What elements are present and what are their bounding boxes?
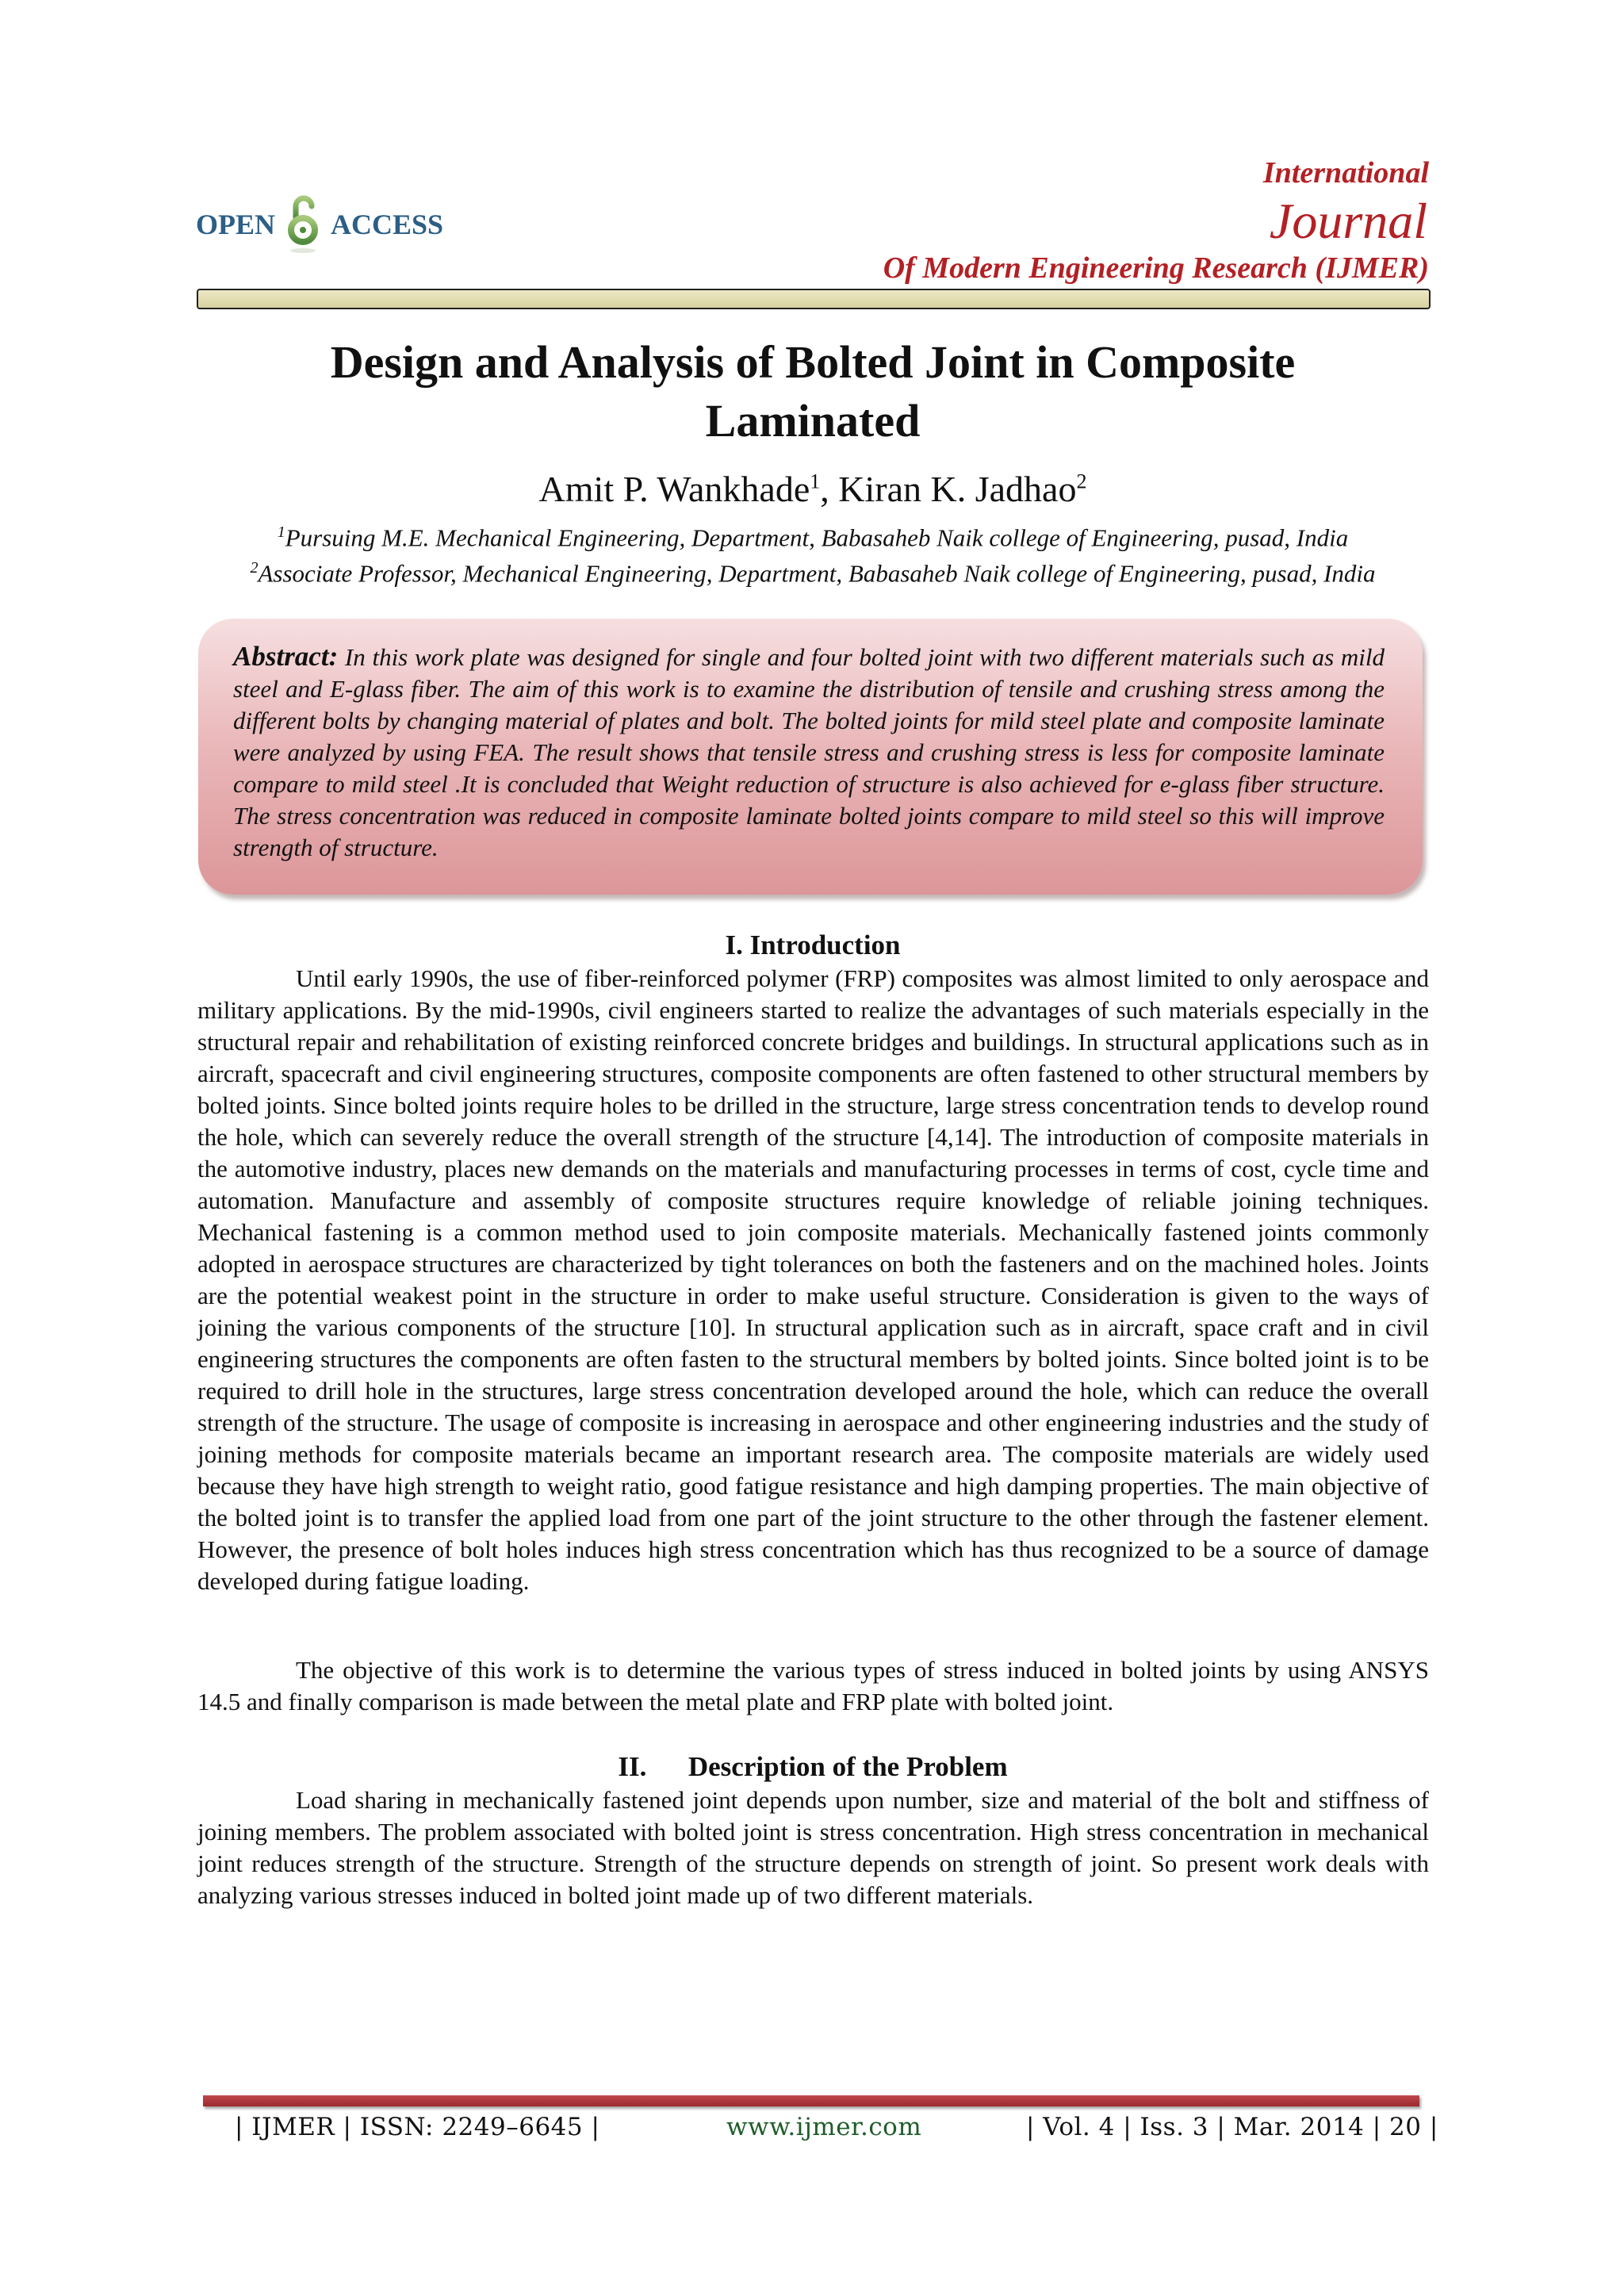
author-line (238, 468, 1388, 510)
body-paragraph: Load sharing in mechanically fastened joint depends upon number, size and material of the bolt and stiffness of joining members. The problem associated with bolted joint is stress concentration. High stress concentration in mechanical joint reduces strength of the structure. Strength of the structure depends on strength of joint. So present work deals with analyzing various stresses induced in bolted joint made up of two different materials. (197, 1786, 1429, 1909)
abstract-text (233, 641, 1385, 864)
abstract-label: Abstract: (233, 641, 339, 672)
abstract-body: In this work plate was designed for single and four bolted joint with two different materials such as mild steel and E-glass fiber. The aim of this work is to examine the distribution of tensile and crushing stress among the different bolts by changing material of plates and bolt. The bolted joints for mild steel plate and composite laminate were analyzed by using FEA. The result shows that tensile stress and crushing stress is less for composite laminate compare to mild steel .It is concluded that Weight reduction of structure is also achieved for e-glass fiber structure. The stress concentration was reduced in composite laminate bolted joints compare to mild steel so this will improve strength of structure. (233, 643, 1385, 861)
footer-divider-bar (203, 2095, 1419, 2106)
section-heading: II. Description of the Problem (618, 1751, 1008, 1782)
body-paragraph: Until early 1990s, the use of fiber-reinforced polymer (FRP) composites was almost limited to only aerospace and military applications. By the mid-1990s, civil engineers started to realize the advantages of such materials especially in the structural repair and rehabilitation of existing reinforced concrete bridges and buildings. In structural applications such as in aircraft, spacecraft and civil engineering structures, composite components are often fastened to other structural members by bolted joints. Since bolted joints require holes to be drilled in the structure, large stress concentration tends to develop round the hole, which can severely reduce the overall strength of the structure [4,14]. The introduction of composite materials in the automotive industry, places new demands on the materials and manufacturing processes in terms of cost, cycle time and automation. Manufacture and assembly of composite structures require knowledge of reliable joining techniques. Mechanical fastening is a common method used to join composite materials. Mechanically fastened joints commonly adopted in aerospace structures are characterized by tight tolerances on both the fasteners and on the machined holes. Joints are the potential weakest point in the structure in order to make useful structure. Consideration is given to the ways of joining the various components of the structure [10]. In structural application such as in aircraft, space craft and in civil engineering structures the components are often fasten to the structural members by bolted joints. Since bolted joint is to be required to drill hole in the structures, large stress concentration developed around the hole, which can reduce the overall strength of the structure. The usage of composite is increasing in aerospace and other engineering industries and the study of joining methods for composite materials became an important research area. The composite materials are widely used because they have high strength to weight ratio, good fatigue resistance and high damping properties. The main objective of the bolted joint is to transfer the applied load from one part of the joint structure to the other through the fastener element. However, the presence of bolt holes induces high stress concentration which has thus recognized to be a source of damage developed during fatigue loading. (197, 964, 1429, 1595)
paper-title: Design and Analysis of Bolted Joint in Composite Laminated (330, 336, 1296, 447)
section-heading: I. Introduction (725, 930, 901, 960)
footer-volume-info: | Vol. 4 | Iss. 3 | Mar. 2014 | 20 | (1026, 2113, 1438, 2141)
journal-name-line2: Journal (1269, 193, 1427, 249)
author-name: Amit P. Wankhade (538, 469, 810, 509)
affiliation-2 (198, 553, 1427, 588)
author-name: Kiran K. Jadhao (838, 469, 1077, 509)
affiliation-1 (198, 517, 1427, 553)
affiliation-superscript: 1 (277, 523, 285, 541)
open-access-right-text: ACCESS (331, 209, 444, 240)
open-access-left-text: OPEN (196, 209, 276, 240)
footer-issn: | IJMER | ISSN: 2249–6645 | (235, 2113, 600, 2141)
body-paragraph: The objective of this work is to determine the various types of stress induced in bolted joints by using ANSYS 14.5 and finally comparison is made between the metal plate and FRP plate with bolted joint. (197, 1656, 1429, 1715)
footer-website-link[interactable]: www.ijmer.com (726, 2113, 922, 2141)
affiliation-text: Pursuing M.E. Mechanical Engineering, Department, Babasaheb Naik college of Engineering, pusad, India (285, 523, 1349, 552)
author-separator: , (820, 469, 839, 509)
affiliation-superscript: 2 (250, 559, 259, 577)
journal-name-line3: Of Modern Engineering Research (IJMER) (883, 251, 1429, 285)
open-access-lock-icon (285, 194, 321, 255)
author-superscript: 1 (810, 470, 821, 493)
header-divider-bar (197, 289, 1431, 309)
open-access-logo (196, 194, 443, 255)
journal-name-line1: International (1262, 156, 1429, 190)
affiliations (198, 517, 1427, 589)
affiliation-text: Associate Professor, Mechanical Engineering, Department, Babasaheb Naik college of Engineering, pusad, India (258, 559, 1376, 588)
author-superscript: 2 (1076, 470, 1087, 493)
